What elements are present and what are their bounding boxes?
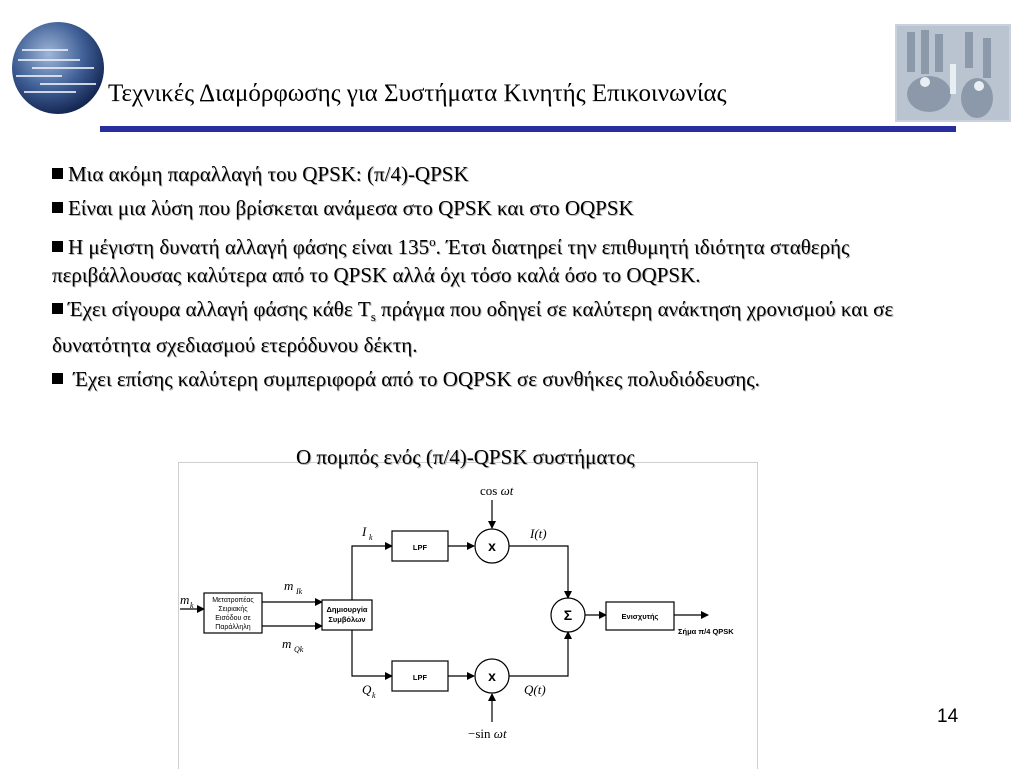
i-t-label: I(t) — [530, 526, 547, 541]
m-ik-subscript: Ik — [296, 587, 303, 596]
bullet-square-icon — [52, 168, 63, 179]
converter-label-3: Εισόδου σε — [215, 615, 251, 622]
bullet-square-icon — [52, 303, 63, 314]
bullet-text: Η μέγιστη δυνατή αλλαγή φάσης είναι 135 — [68, 235, 430, 259]
transmitter-block-diagram — [178, 462, 756, 768]
q-k-subscript: k — [372, 691, 376, 700]
page-title: Τεχνικές Διαμόρφωσης για Συστήματα Κινητής Επικοινωνίας — [108, 80, 727, 107]
summer-symbol: Σ — [563, 607, 573, 623]
i-k-subscript: k — [369, 533, 373, 542]
bullet-square-icon — [52, 202, 63, 213]
bullet-item — [52, 365, 972, 393]
symbol-period-subscript: s — [370, 309, 376, 325]
lpf-top-label: LPF — [412, 543, 428, 552]
input-symbol-subscript: k — [190, 601, 194, 610]
q-branch-line — [352, 630, 392, 676]
page-number: 14 — [937, 706, 959, 727]
degree-superscript: o — [429, 234, 436, 249]
converter-label-4: Παράλληλη — [215, 624, 251, 631]
bullet-text: Έχει επίσης καλύτερη συμπεριφορά από το OQPSK σε συνθήκες πολυδιόδευσης. — [68, 367, 760, 392]
bullet-list — [52, 160, 972, 399]
multiplier-bottom-symbol: x — [488, 668, 496, 684]
converter-label-2: Σειριακής — [218, 606, 248, 613]
bullet-item — [52, 228, 972, 289]
multiplier-top-symbol: x — [488, 538, 496, 554]
cos-carrier-label: cos ωt — [480, 483, 514, 498]
symbol-generation-label-1: Δημιουργία — [326, 605, 368, 614]
q-t-label: Q(t) — [524, 682, 546, 697]
m-ik-label: m — [284, 578, 294, 593]
output-label: Σήμα π/4 QPSK — [678, 627, 734, 636]
q-k-label: Q — [362, 682, 372, 697]
diagram-caption: Ο πομπός ενός (π/4)-QPSK συστήματος — [296, 445, 635, 469]
title-underline — [100, 126, 956, 132]
m-qk-subscript: Qk — [294, 645, 304, 654]
amplifier-label: Ενισχυτής — [621, 612, 659, 621]
converter-label-1: Μετατροπέας — [212, 597, 254, 604]
bullet-square-icon — [52, 241, 63, 252]
lpf-bottom-label: LPF — [412, 673, 428, 682]
symbol-generation-label-2: Συμβόλων — [328, 615, 366, 624]
bullet-text: Είναι μια λύση που βρίσκεται ανάμεσα στο QPSK και στο OQPSK — [68, 196, 634, 220]
m-qk-label: m — [282, 636, 292, 651]
bullet-text: Έχει σίγουρα αλλαγή φάσης κάθε T — [68, 297, 371, 321]
q-t-line — [509, 632, 568, 676]
input-symbol-m: m — [180, 592, 190, 607]
stone-relief-image — [895, 24, 1011, 122]
bullet-text-continued: πράγμα που οδηγεί σε καλύτερη ανάκτηση χρονισμού και σε δυνατότητα σχεδιασμού ετερόδυνου δέκτη. — [52, 297, 894, 358]
i-k-label: I — [362, 524, 367, 539]
bullet-text: Μια ακόμη παραλλαγή του QPSK: (π/4)-QPSK — [68, 162, 469, 186]
bullet-text-continued: . Έτσι διατηρεί την επιθυμητή ιδιότητα σταθερής περιβάλλουσας καλύτερα από το QPSK αλλά όχι τόσο καλά όσο το OQPSK. — [52, 235, 850, 287]
sin-carrier-label: −sin ωt — [468, 726, 507, 741]
i-branch-line — [352, 546, 392, 600]
i-t-line — [509, 546, 568, 598]
globe-logo-icon — [10, 20, 106, 116]
bullet-square-icon — [52, 373, 63, 384]
bullet-item — [52, 194, 972, 222]
bullet-item — [52, 160, 972, 188]
bullet-item — [52, 295, 972, 359]
